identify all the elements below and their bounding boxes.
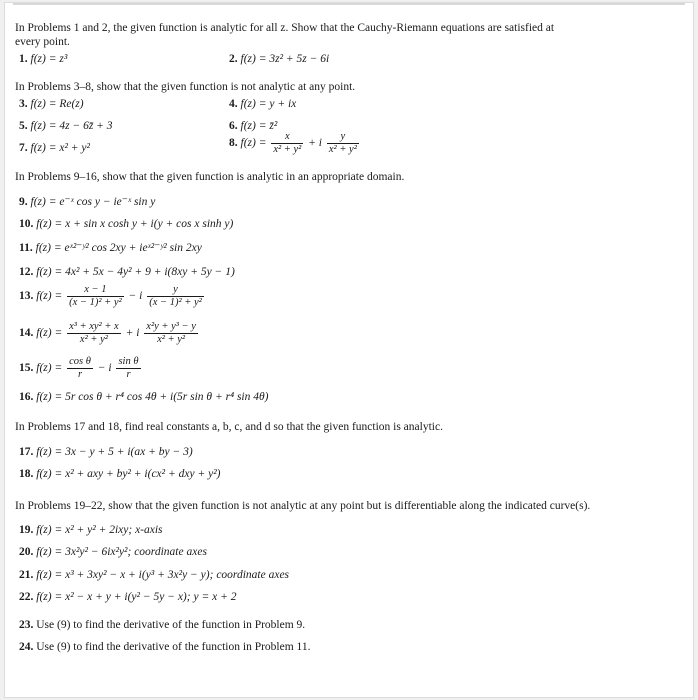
fraction-real-part bbox=[67, 284, 124, 309]
problem-number: 8. bbox=[229, 137, 238, 150]
problem-lhs: f(z) = bbox=[36, 362, 63, 375]
problem-11 bbox=[19, 241, 202, 255]
problem-expression: f(z) = x² + axy + by² + i(cx² + dxy + y²) bbox=[36, 468, 221, 480]
intro-problems-19-22: In Problems 19–22, show that the given function is not analytic at any point but is differentiable along the indicated curve(s). bbox=[15, 500, 591, 512]
problem-8 bbox=[229, 131, 361, 156]
fraction-numerator: y bbox=[327, 131, 359, 144]
problem-number: 15. bbox=[19, 362, 34, 375]
problem-number: 6. bbox=[229, 120, 238, 132]
problem-10 bbox=[19, 217, 233, 231]
intro-problems-1-2-line1: In Problems 1 and 2, the given function is analytic for all z. Show that the Cauchy-Riemann equations are satisfied at bbox=[15, 22, 555, 34]
fraction-numerator: x²y + y³ − y bbox=[146, 321, 196, 332]
problem-expression: f(z) = x² + y² bbox=[30, 142, 90, 154]
fraction-denominator: x² + y² bbox=[79, 334, 108, 345]
fraction-denominator: x² + y² bbox=[157, 334, 186, 345]
problem-20 bbox=[19, 545, 207, 559]
intro-problems-9-16: In Problems 9–16, show that the given function is analytic in an appropriate domain. bbox=[15, 171, 405, 183]
problem-number: 19. bbox=[19, 524, 34, 536]
problem-7 bbox=[19, 141, 90, 155]
problem-number: 2. bbox=[229, 53, 238, 65]
imaginary-operator: + i bbox=[125, 327, 140, 340]
problem-expression: f(z) = 5r cos θ + r⁴ cos 4θ + i(5r sin θ + r⁴ sin 4θ) bbox=[36, 391, 269, 403]
problem-17 bbox=[19, 445, 193, 459]
fraction-numerator: x bbox=[271, 131, 303, 144]
problem-number: 14. bbox=[19, 327, 34, 340]
problem-1 bbox=[19, 52, 67, 66]
problem-lhs: f(z) = bbox=[36, 327, 63, 340]
fraction-numerator: sin θ bbox=[118, 356, 139, 367]
intro-problems-3-8: In Problems 3–8, show that the given function is not analytic at any point. bbox=[15, 81, 356, 93]
imaginary-operator: + i bbox=[308, 137, 323, 150]
problem-2 bbox=[229, 52, 329, 66]
problem-number: 9. bbox=[19, 196, 28, 208]
problem-expression: f(z) = z³ bbox=[30, 53, 68, 65]
problem-number: 3. bbox=[19, 98, 28, 110]
problem-12 bbox=[19, 265, 235, 279]
problem-number: 18. bbox=[19, 468, 34, 480]
fraction-numerator: x − 1 bbox=[67, 284, 124, 297]
problem-expression: f(z) = z̄² bbox=[240, 120, 278, 132]
problem-expression: f(z) = y + ix bbox=[240, 98, 297, 110]
fraction-denominator: r bbox=[77, 369, 83, 380]
problem-expression: f(z) = x² − x + y + i(y² − 5y − x); y = x + 2 bbox=[36, 591, 237, 603]
problem-22 bbox=[19, 590, 236, 604]
problem-number: 13. bbox=[19, 290, 34, 303]
fraction-denominator: x² + y² bbox=[328, 144, 357, 155]
problem-expression: f(z) = e⁻ˣ cos y − ie⁻ˣ sin y bbox=[30, 196, 156, 208]
problem-3 bbox=[19, 97, 84, 111]
problem-number: 10. bbox=[19, 218, 34, 230]
problem-lhs: f(z) = bbox=[240, 137, 267, 150]
problem-number: 1. bbox=[19, 53, 28, 65]
problem-number: 20. bbox=[19, 546, 34, 558]
problem-14 bbox=[19, 321, 200, 346]
problem-23 bbox=[19, 618, 305, 632]
problem-expression: f(z) = x + sin x cosh y + i(y + cos x sinh y) bbox=[36, 218, 234, 230]
problem-number: 16. bbox=[19, 391, 34, 403]
problem-13 bbox=[19, 284, 206, 309]
fraction-numerator: y bbox=[147, 284, 204, 297]
problem-number: 22. bbox=[19, 591, 34, 603]
fraction-denominator: x² + y² bbox=[273, 144, 302, 155]
fraction-denominator: r bbox=[126, 369, 131, 380]
problem-9 bbox=[19, 195, 155, 209]
problem-16 bbox=[19, 390, 268, 404]
problem-lhs: f(z) = bbox=[36, 290, 63, 303]
problem-expression: f(z) = 3z² + 5z − 6i bbox=[240, 53, 330, 65]
problem-number: 24. bbox=[19, 641, 34, 653]
problem-number: 7. bbox=[19, 142, 28, 154]
fraction-real-part bbox=[67, 321, 121, 346]
problem-expression: f(z) = 4z − 6z̄ + 3 bbox=[30, 120, 113, 132]
problem-5 bbox=[19, 119, 113, 133]
problem-number: 5. bbox=[19, 120, 28, 132]
problem-18 bbox=[19, 467, 220, 481]
problem-number: 17. bbox=[19, 446, 34, 458]
problem-expression: f(z) = eˣ²⁻ʸ² cos 2xy + ieˣ²⁻ʸ² sin 2xy bbox=[35, 242, 202, 254]
problem-number: 12. bbox=[19, 266, 34, 278]
problem-24 bbox=[19, 640, 310, 654]
fraction-imaginary-part bbox=[144, 321, 198, 346]
fraction-denominator: (x − 1)² + y² bbox=[69, 297, 122, 308]
problem-expression: f(z) = 4x² + 5x − 4y² + 9 + i(8xy + 5y − 1) bbox=[36, 266, 235, 278]
fraction-imaginary-part bbox=[116, 356, 140, 381]
problem-text: Use (9) to find the derivative of the function in Problem 11. bbox=[36, 641, 311, 653]
problem-number: 4. bbox=[229, 98, 238, 110]
problem-number: 11. bbox=[19, 242, 33, 254]
problem-21 bbox=[19, 568, 289, 582]
problem-expression: f(z) = x² + y² + 2ixy; x-axis bbox=[36, 524, 163, 536]
intro-problems-1-2-line2: every point. bbox=[15, 36, 70, 48]
intro-problems-17-18: In Problems 17 and 18, find real constants a, b, c, and d so that the given function is analytic. bbox=[15, 421, 443, 433]
problem-expression: f(z) = x³ + 3xy² − x + i(y³ + 3x²y − y); coordinate axes bbox=[36, 569, 290, 581]
fraction-real-part bbox=[271, 131, 303, 156]
fraction-real-part bbox=[67, 356, 93, 381]
fraction-imaginary-part bbox=[147, 284, 204, 309]
problem-expression: f(z) = 3x²y² − 6ix²y²; coordinate axes bbox=[36, 546, 207, 558]
textbook-page bbox=[4, 2, 694, 698]
imaginary-operator: − i bbox=[97, 362, 112, 375]
problem-19 bbox=[19, 523, 163, 537]
problem-expression: f(z) = Re(z) bbox=[30, 98, 84, 110]
problem-expression: f(z) = 3x − y + 5 + i(ax + by − 3) bbox=[36, 446, 193, 458]
problem-text: Use (9) to find the derivative of the function in Problem 9. bbox=[36, 619, 306, 631]
problem-number: 23. bbox=[19, 619, 34, 631]
top-rule bbox=[13, 3, 685, 5]
fraction-numerator: x³ + xy² + x bbox=[69, 321, 119, 332]
problem-number: 21. bbox=[19, 569, 34, 581]
fraction-imaginary-part bbox=[327, 131, 359, 156]
fraction-denominator: (x − 1)² + y² bbox=[149, 297, 202, 308]
fraction-numerator: cos θ bbox=[69, 356, 91, 367]
problem-4 bbox=[229, 97, 296, 111]
problem-15 bbox=[19, 356, 143, 381]
imaginary-operator: − i bbox=[128, 290, 143, 303]
